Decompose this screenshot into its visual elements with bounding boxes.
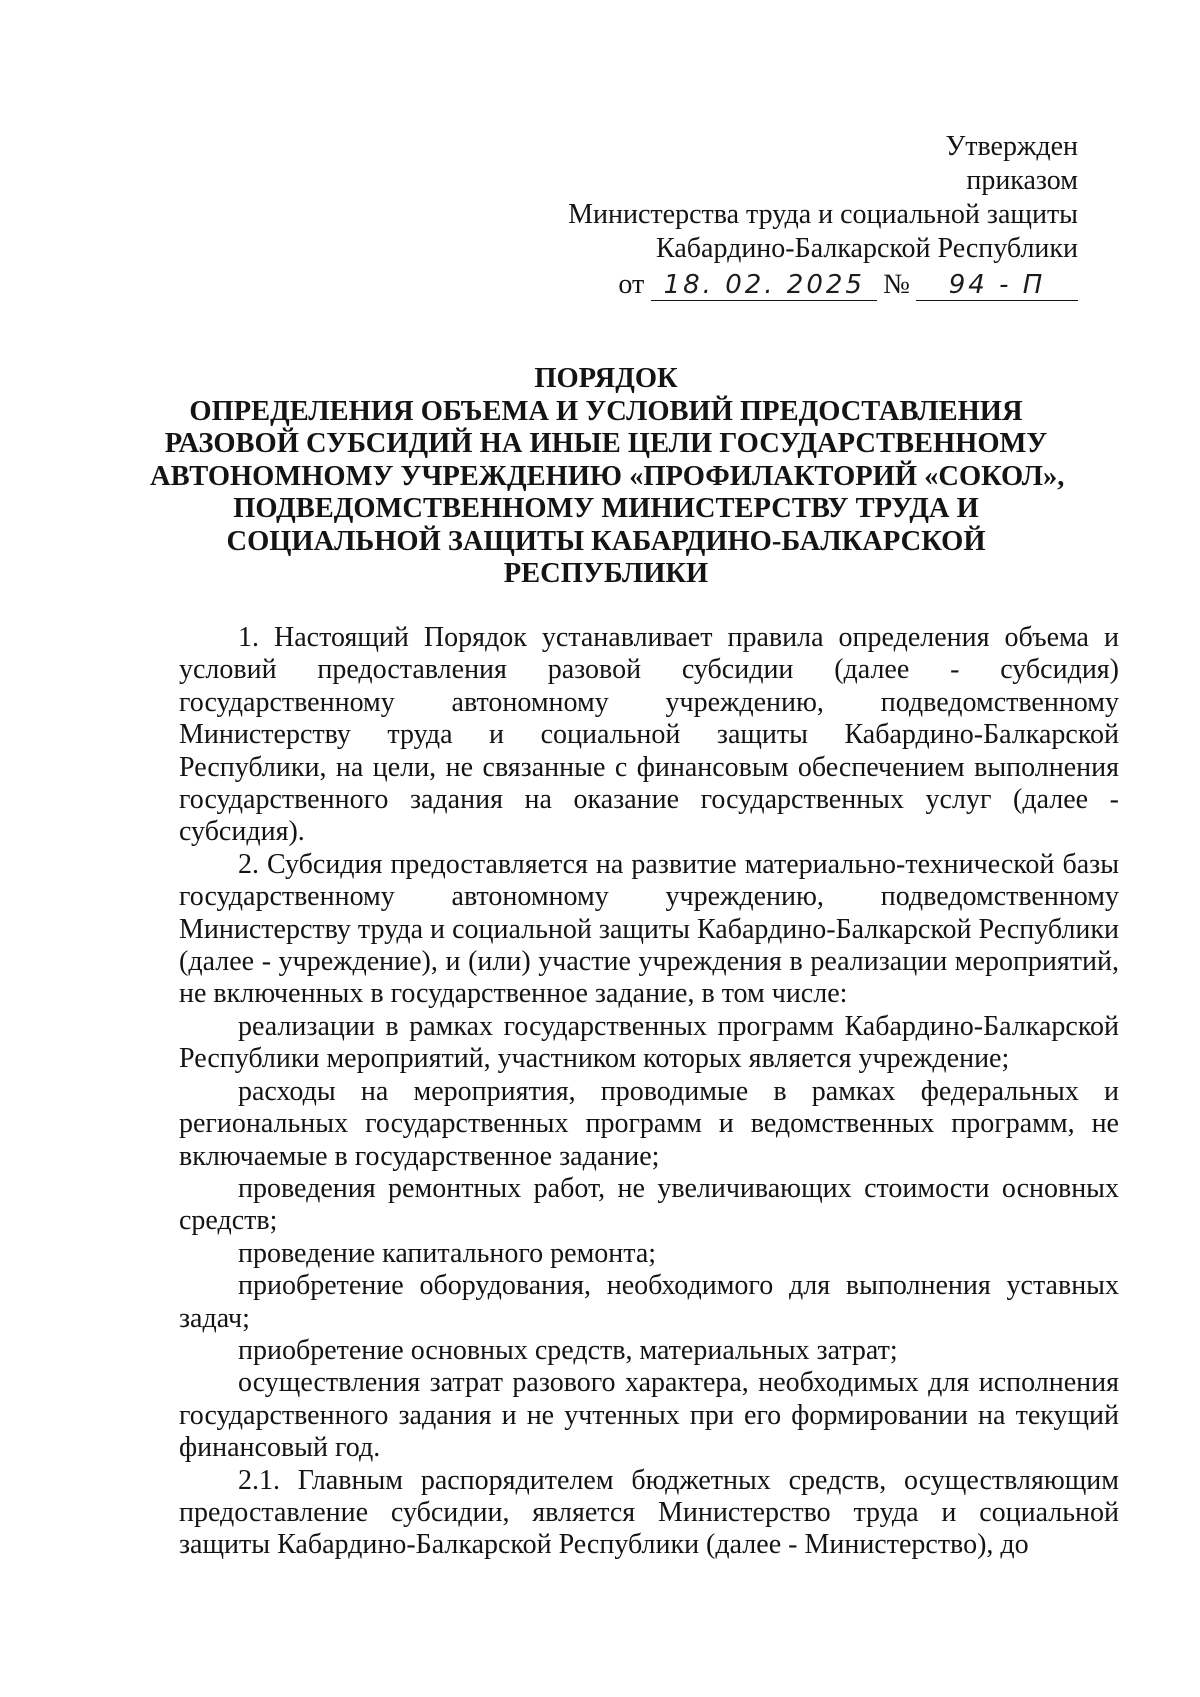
handwritten-order-number: 94 - П — [916, 270, 1078, 301]
title-line-2: ОПРЕДЕЛЕНИЯ ОБЪЕМА И УСЛОВИЙ ПРЕДОСТАВЛЕНИЯ — [189, 395, 1023, 427]
paragraph-6: проведение капитального ремонта; — [238, 1237, 657, 1269]
title-line-1: ПОРЯДОК — [534, 363, 678, 394]
paragraph-3: реализации в рамках государственных программ Кабардино-Балкарской Республики мероприятий, участником которых является учреждение; — [179, 1010, 1119, 1075]
approval-line-republic: Кабардино-Балкарской Республики — [656, 233, 1078, 264]
paragraph-5: проведения ремонтных работ, не увеличивающих стоимости основных средств; — [179, 1172, 1119, 1237]
paragraph-2: 2. Субсидия предоставляется на развитие материально-технической базы государственному автономному учреждению, подведомственному Министерству труда и социальной защиты Кабардино-Балкарской Республики (далее - учреждение), и (или) участие учреждения в реализации мероприятий, не включенных в государственное задание, в том числе: — [179, 848, 1119, 1010]
approval-line-order: приказом — [966, 165, 1078, 196]
document-body — [179, 622, 1119, 1562]
paragraph-4: расходы на мероприятия, проводимые в рамках федеральных и региональных государственных программ и ведомственных программ, не включаемые в государственное задание; — [179, 1075, 1119, 1172]
paragraph-7: приобретение оборудования, необходимого для выполнения уставных задач; — [179, 1270, 1119, 1334]
paragraph-8: приобретение основных средств, материальных затрат; — [238, 1334, 898, 1366]
paragraph-9: осуществления затрат разового характера, необходимых для исполнения государственного задания и не учтенных при его формировании на текущий финансовый год. — [179, 1367, 1119, 1464]
title-line-5: ПОДВЕДОМСТВЕННОМУ МИНИСТЕРСТВУ ТРУДА И — [233, 493, 979, 524]
paragraph-10: 2.1. Главным распорядителем бюджетных средств, осуществляющим предоставление субсидии, является Министерство труда и социальной защиты Кабардино-Балкарской Республики (далее - Министерство), до — [179, 1464, 1119, 1561]
title-line-4: АВТОНОМНОМУ УЧРЕЖДЕНИЮ «ПРОФИЛАКТОРИЙ «СОКОЛ», — [150, 460, 1065, 492]
approval-line-approved: Утвержден — [945, 131, 1078, 162]
approval-date-line — [518, 268, 1078, 302]
title-line-3: РАЗОВОЙ СУБСИДИЙ НА ИНЫЕ ЦЕЛИ ГОСУДАРСТВЕННОМУ — [164, 428, 1048, 459]
date-prefix: от — [618, 269, 645, 300]
title-line-6: СОЦИАЛЬНОЙ ЗАЩИТЫ КАБАРДИНО-БАЛКАРСКОЙ — [226, 525, 986, 557]
approval-line-ministry: Министерства труда и социальной защиты — [568, 199, 1078, 230]
document-title — [150, 363, 1065, 591]
paragraph-1: 1. Настоящий Порядок устанавливает правила определения объема и условий предоставления разовой субсидии (далее - субсидия) государственному автономному учреждению, подведомственному Министерству труда и социальной защиты Кабардино-Балкарской Республики, на цели, не связанные с финансовым обеспечением выполнения государственного задания на оказание государственных услуг (далее - субсидия). — [179, 622, 1119, 848]
title-line-7: РЕСПУБЛИКИ — [503, 558, 709, 589]
number-sign: № — [883, 269, 910, 300]
handwritten-date: 18. 02. 2025 — [651, 270, 877, 301]
approval-block — [518, 130, 1078, 302]
